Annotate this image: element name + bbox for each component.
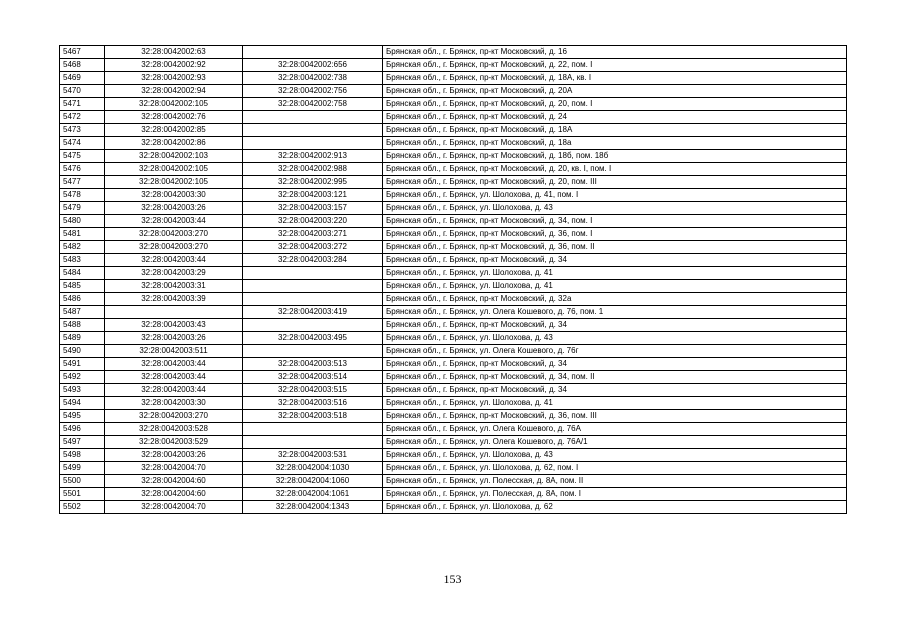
row-number-cell: 5498	[60, 449, 105, 462]
object-cadastral-number-cell: 32:28:0042002:738	[243, 72, 383, 85]
land-cadastral-number-cell: 32:28:0042003:44	[105, 254, 243, 267]
table-row	[60, 462, 847, 475]
table-row	[60, 501, 847, 514]
land-cadastral-number-cell: 32:28:0042003:29	[105, 267, 243, 280]
address-cell: Брянская обл., г. Брянск, ул. Шолохова, д. 41	[383, 280, 847, 293]
land-cadastral-number-cell: 32:28:0042004:60	[105, 488, 243, 501]
address-cell: Брянская обл., г. Брянск, пр-кт Московский, д. 18а	[383, 137, 847, 150]
land-cadastral-number-cell: 32:28:0042004:70	[105, 462, 243, 475]
table-row	[60, 137, 847, 150]
object-cadastral-number-cell	[243, 319, 383, 332]
table-row	[60, 85, 847, 98]
row-number-cell: 5494	[60, 397, 105, 410]
land-cadastral-number-cell: 32:28:0042003:529	[105, 436, 243, 449]
address-cell: Брянская обл., г. Брянск, ул. Шолохова, д. 41, пом. I	[383, 189, 847, 202]
row-number-cell: 5481	[60, 228, 105, 241]
table-row	[60, 111, 847, 124]
table-row	[60, 72, 847, 85]
address-cell: Брянская обл., г. Брянск, пр-кт Московский, д. 36, пом. I	[383, 228, 847, 241]
address-cell: Брянская обл., г. Брянск, ул. Полесская, д. 8А, пом. II	[383, 475, 847, 488]
address-cell: Брянская обл., г. Брянск, пр-кт Московский, д. 20А	[383, 85, 847, 98]
object-cadastral-number-cell	[243, 436, 383, 449]
land-cadastral-number-cell: 32:28:0042003:528	[105, 423, 243, 436]
land-cadastral-number-cell: 32:28:0042004:70	[105, 501, 243, 514]
address-cell: Брянская обл., г. Брянск, ул. Олега Кошевого, д. 76А/1	[383, 436, 847, 449]
land-cadastral-number-cell: 32:28:0042003:26	[105, 202, 243, 215]
row-number-cell: 5476	[60, 163, 105, 176]
row-number-cell: 5467	[60, 46, 105, 59]
row-number-cell: 5490	[60, 345, 105, 358]
object-cadastral-number-cell: 32:28:0042002:913	[243, 150, 383, 163]
table-row	[60, 163, 847, 176]
row-number-cell: 5501	[60, 488, 105, 501]
object-cadastral-number-cell: 32:28:0042003:495	[243, 332, 383, 345]
row-number-cell: 5480	[60, 215, 105, 228]
table-row	[60, 215, 847, 228]
registry-table-body	[60, 46, 847, 514]
row-number-cell: 5491	[60, 358, 105, 371]
land-cadastral-number-cell: 32:28:0042003:30	[105, 397, 243, 410]
land-cadastral-number-cell: 32:28:0042003:26	[105, 449, 243, 462]
address-cell: Брянская обл., г. Брянск, ул. Олега Кошевого, д. 76г	[383, 345, 847, 358]
address-cell: Брянская обл., г. Брянск, ул. Шолохова, д. 41	[383, 397, 847, 410]
address-cell: Брянская обл., г. Брянск, ул. Олега Кошевого, д. 76, пом. 1	[383, 306, 847, 319]
table-row	[60, 384, 847, 397]
address-cell: Брянская обл., г. Брянск, ул. Шолохова, д. 43	[383, 449, 847, 462]
row-number-cell: 5469	[60, 72, 105, 85]
row-number-cell: 5478	[60, 189, 105, 202]
table-row	[60, 98, 847, 111]
address-cell: Брянская обл., г. Брянск, пр-кт Московский, д. 20, пом. I	[383, 98, 847, 111]
address-cell: Брянская обл., г. Брянск, пр-кт Московский, д. 34, пом. II	[383, 371, 847, 384]
land-cadastral-number-cell: 32:28:0042003:270	[105, 241, 243, 254]
address-cell: Брянская обл., г. Брянск, пр-кт Московский, д. 34	[383, 358, 847, 371]
row-number-cell: 5489	[60, 332, 105, 345]
object-cadastral-number-cell	[243, 46, 383, 59]
address-cell: Брянская обл., г. Брянск, пр-кт Московский, д. 34	[383, 254, 847, 267]
row-number-cell: 5500	[60, 475, 105, 488]
row-number-cell: 5475	[60, 150, 105, 163]
object-cadastral-number-cell: 32:28:0042003:157	[243, 202, 383, 215]
object-cadastral-number-cell	[243, 267, 383, 280]
land-cadastral-number-cell: 32:28:0042002:105	[105, 176, 243, 189]
table-row	[60, 46, 847, 59]
land-cadastral-number-cell: 32:28:0042003:31	[105, 280, 243, 293]
object-cadastral-number-cell: 32:28:0042003:515	[243, 384, 383, 397]
row-number-cell: 5497	[60, 436, 105, 449]
land-cadastral-number-cell	[105, 306, 243, 319]
address-cell: Брянская обл., г. Брянск, пр-кт Московский, д. 32а	[383, 293, 847, 306]
table-row	[60, 475, 847, 488]
table-row	[60, 319, 847, 332]
address-cell: Брянская обл., г. Брянск, пр-кт Московский, д. 34, пом. I	[383, 215, 847, 228]
address-cell: Брянская обл., г. Брянск, пр-кт Московский, д. 36, пом. II	[383, 241, 847, 254]
table-row	[60, 202, 847, 215]
object-cadastral-number-cell: 32:28:0042002:988	[243, 163, 383, 176]
table-row	[60, 59, 847, 72]
row-number-cell: 5473	[60, 124, 105, 137]
land-cadastral-number-cell: 32:28:0042002:76	[105, 111, 243, 124]
object-cadastral-number-cell: 32:28:0042002:995	[243, 176, 383, 189]
object-cadastral-number-cell: 32:28:0042003:220	[243, 215, 383, 228]
land-cadastral-number-cell: 32:28:0042003:511	[105, 345, 243, 358]
address-cell: Брянская обл., г. Брянск, ул. Олега Кошевого, д. 76А	[383, 423, 847, 436]
table-row	[60, 254, 847, 267]
object-cadastral-number-cell: 32:28:0042003:516	[243, 397, 383, 410]
table-row	[60, 124, 847, 137]
object-cadastral-number-cell: 32:28:0042004:1343	[243, 501, 383, 514]
row-number-cell: 5487	[60, 306, 105, 319]
address-cell: Брянская обл., г. Брянск, ул. Шолохова, д. 43	[383, 202, 847, 215]
land-cadastral-number-cell: 32:28:0042003:44	[105, 384, 243, 397]
address-cell: Брянская обл., г. Брянск, пр-кт Московский, д. 22, пом. I	[383, 59, 847, 72]
land-cadastral-number-cell: 32:28:0042003:39	[105, 293, 243, 306]
row-number-cell: 5483	[60, 254, 105, 267]
table-row	[60, 176, 847, 189]
address-cell: Брянская обл., г. Брянск, ул. Шолохова, д. 43	[383, 332, 847, 345]
table-row	[60, 306, 847, 319]
registry-table	[59, 45, 847, 514]
object-cadastral-number-cell: 32:28:0042003:271	[243, 228, 383, 241]
object-cadastral-number-cell: 32:28:0042003:121	[243, 189, 383, 202]
object-cadastral-number-cell: 32:28:0042002:756	[243, 85, 383, 98]
land-cadastral-number-cell: 32:28:0042002:92	[105, 59, 243, 72]
row-number-cell: 5479	[60, 202, 105, 215]
land-cadastral-number-cell: 32:28:0042003:43	[105, 319, 243, 332]
table-row	[60, 371, 847, 384]
table-row	[60, 332, 847, 345]
land-cadastral-number-cell: 32:28:0042002:93	[105, 72, 243, 85]
table-row	[60, 150, 847, 163]
table-row	[60, 241, 847, 254]
land-cadastral-number-cell: 32:28:0042002:94	[105, 85, 243, 98]
object-cadastral-number-cell: 32:28:0042002:656	[243, 59, 383, 72]
address-cell: Брянская обл., г. Брянск, пр-кт Московский, д. 20, кв. I, пом. I	[383, 163, 847, 176]
row-number-cell: 5472	[60, 111, 105, 124]
table-row	[60, 397, 847, 410]
row-number-cell: 5474	[60, 137, 105, 150]
table-row	[60, 358, 847, 371]
object-cadastral-number-cell	[243, 111, 383, 124]
object-cadastral-number-cell	[243, 137, 383, 150]
address-cell: Брянская обл., г. Брянск, пр-кт Московский, д. 34	[383, 384, 847, 397]
object-cadastral-number-cell: 32:28:0042003:272	[243, 241, 383, 254]
table-row	[60, 423, 847, 436]
address-cell: Брянская обл., г. Брянск, пр-кт Московский, д. 36, пом. III	[383, 410, 847, 423]
address-cell: Брянская обл., г. Брянск, пр-кт Московский, д. 18б, пом. 18б	[383, 150, 847, 163]
land-cadastral-number-cell: 32:28:0042003:44	[105, 371, 243, 384]
object-cadastral-number-cell: 32:28:0042004:1030	[243, 462, 383, 475]
table-row	[60, 410, 847, 423]
land-cadastral-number-cell: 32:28:0042002:105	[105, 98, 243, 111]
row-number-cell: 5499	[60, 462, 105, 475]
row-number-cell: 5486	[60, 293, 105, 306]
land-cadastral-number-cell: 32:28:0042003:270	[105, 410, 243, 423]
row-number-cell: 5484	[60, 267, 105, 280]
row-number-cell: 5477	[60, 176, 105, 189]
table-row	[60, 436, 847, 449]
land-cadastral-number-cell: 32:28:0042003:44	[105, 215, 243, 228]
row-number-cell: 5493	[60, 384, 105, 397]
table-row	[60, 189, 847, 202]
table-row	[60, 293, 847, 306]
object-cadastral-number-cell	[243, 280, 383, 293]
row-number-cell: 5471	[60, 98, 105, 111]
object-cadastral-number-cell: 32:28:0042004:1061	[243, 488, 383, 501]
address-cell: Брянская обл., г. Брянск, пр-кт Московский, д. 16	[383, 46, 847, 59]
object-cadastral-number-cell	[243, 124, 383, 137]
land-cadastral-number-cell: 32:28:0042003:44	[105, 358, 243, 371]
object-cadastral-number-cell: 32:28:0042003:518	[243, 410, 383, 423]
row-number-cell: 5495	[60, 410, 105, 423]
address-cell: Брянская обл., г. Брянск, ул. Шолохова, д. 62, пом. I	[383, 462, 847, 475]
object-cadastral-number-cell	[243, 345, 383, 358]
land-cadastral-number-cell: 32:28:0042003:26	[105, 332, 243, 345]
table-row	[60, 345, 847, 358]
page-number: 153	[443, 572, 462, 586]
object-cadastral-number-cell: 32:28:0042003:419	[243, 306, 383, 319]
address-cell: Брянская обл., г. Брянск, пр-кт Московский, д. 34	[383, 319, 847, 332]
land-cadastral-number-cell: 32:28:0042003:270	[105, 228, 243, 241]
object-cadastral-number-cell	[243, 423, 383, 436]
row-number-cell: 5496	[60, 423, 105, 436]
row-number-cell: 5468	[60, 59, 105, 72]
address-cell: Брянская обл., г. Брянск, ул. Шолохова, д. 62	[383, 501, 847, 514]
object-cadastral-number-cell	[243, 293, 383, 306]
address-cell: Брянская обл., г. Брянск, пр-кт Московский, д. 20, пом. III	[383, 176, 847, 189]
table-row	[60, 449, 847, 462]
address-cell: Брянская обл., г. Брянск, пр-кт Московский, д. 18А, кв. I	[383, 72, 847, 85]
address-cell: Брянская обл., г. Брянск, пр-кт Московский, д. 18А	[383, 124, 847, 137]
object-cadastral-number-cell: 32:28:0042003:514	[243, 371, 383, 384]
land-cadastral-number-cell: 32:28:0042002:103	[105, 150, 243, 163]
land-cadastral-number-cell: 32:28:0042002:86	[105, 137, 243, 150]
land-cadastral-number-cell: 32:28:0042002:105	[105, 163, 243, 176]
land-cadastral-number-cell: 32:28:0042003:30	[105, 189, 243, 202]
table-row	[60, 280, 847, 293]
land-cadastral-number-cell: 32:28:0042002:63	[105, 46, 243, 59]
address-cell: Брянская обл., г. Брянск, ул. Полесская, д. 8А, пом. I	[383, 488, 847, 501]
row-number-cell: 5470	[60, 85, 105, 98]
object-cadastral-number-cell: 32:28:0042003:531	[243, 449, 383, 462]
row-number-cell: 5502	[60, 501, 105, 514]
table-row	[60, 488, 847, 501]
object-cadastral-number-cell: 32:28:0042003:284	[243, 254, 383, 267]
object-cadastral-number-cell: 32:28:0042004:1060	[243, 475, 383, 488]
table-row	[60, 267, 847, 280]
row-number-cell: 5492	[60, 371, 105, 384]
object-cadastral-number-cell: 32:28:0042003:513	[243, 358, 383, 371]
land-cadastral-number-cell: 32:28:0042004:60	[105, 475, 243, 488]
row-number-cell: 5488	[60, 319, 105, 332]
land-cadastral-number-cell: 32:28:0042002:85	[105, 124, 243, 137]
address-cell: Брянская обл., г. Брянск, ул. Шолохова, д. 41	[383, 267, 847, 280]
table-row	[60, 228, 847, 241]
row-number-cell: 5482	[60, 241, 105, 254]
object-cadastral-number-cell: 32:28:0042002:758	[243, 98, 383, 111]
address-cell: Брянская обл., г. Брянск, пр-кт Московский, д. 24	[383, 111, 847, 124]
row-number-cell: 5485	[60, 280, 105, 293]
